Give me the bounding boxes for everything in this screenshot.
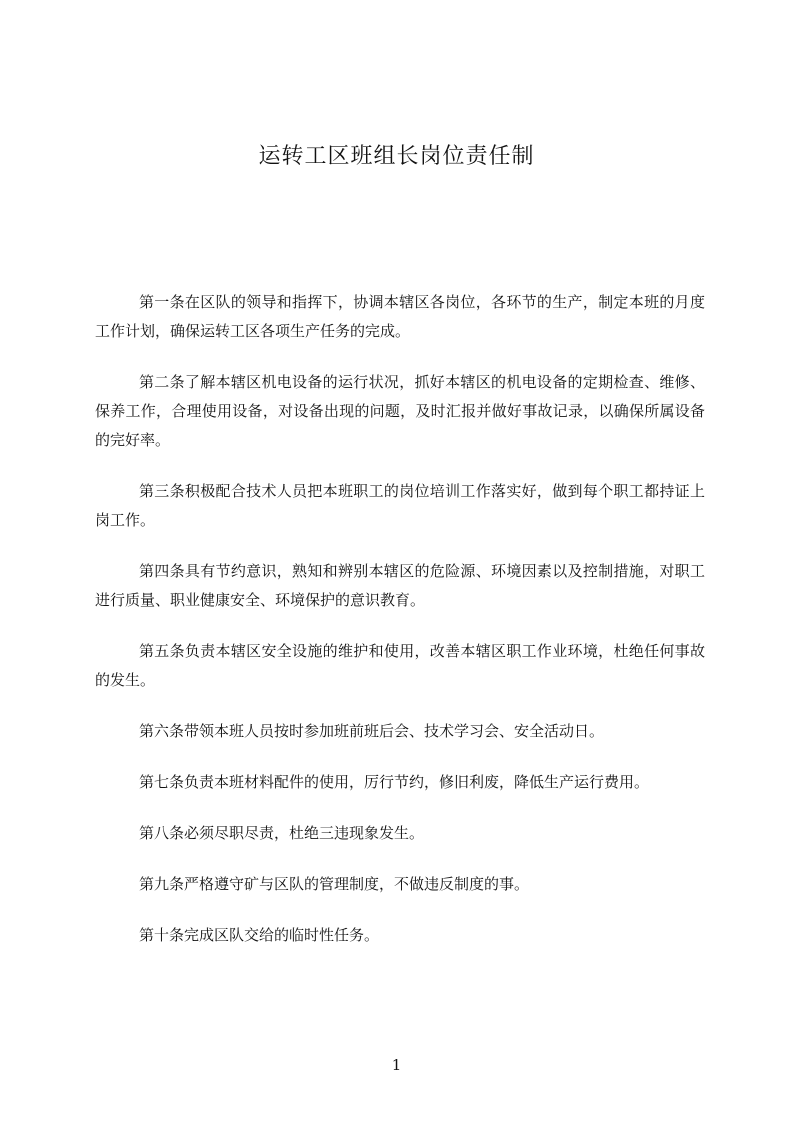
article-4: 第四条具有节约意识，熟知和辨别本辖区的危险源、环境因素以及控制措施，对职工进行质量、职业健康安全、环境保护的意识教育。 xyxy=(95,562,705,609)
page-number: 1 xyxy=(391,1056,402,1074)
article-list xyxy=(95,288,705,972)
article-5: 第五条负责本辖区安全设施的维护和使用，改善本辖区职工作业环境，杜绝任何事故的发生。 xyxy=(95,642,705,689)
article-1: 第一条在区队的领导和指挥下，协调本辖区各岗位，各环节的生产，制定本班的月度工作计划，确保运转工区各项生产任务的完成。 xyxy=(95,293,705,340)
article-3: 第三条积极配合技术人员把本班职工的岗位培训工作落实好，做到每个职工都持证上岗工作。 xyxy=(95,482,705,529)
article-10: 第十条完成区队交给的临时性任务。 xyxy=(139,926,380,944)
article-8: 第八条必须尽职尽责，杜绝三违现象发生。 xyxy=(139,824,425,842)
article-7: 第七条负责本班材料配件的使用，厉行节约，修旧利废，降低生产运行费用。 xyxy=(139,773,650,791)
article-2: 第二条了解本辖区机电设备的运行状况，抓好本辖区的机电设备的定期检查、维修、保养工作，合理使用设备，对设备出现的问题，及时汇报并做好事故记录，以确保所属设备的完好率。 xyxy=(95,373,705,449)
document-title: 运转工区班组长岗位责任制 xyxy=(258,144,535,169)
article-6: 第六条带领本班人员按时参加班前班后会、技术学习会、安全活动日。 xyxy=(139,722,605,740)
article-9: 第九条严格遵守矿与区队的管理制度，不做违反制度的事。 xyxy=(139,875,530,893)
